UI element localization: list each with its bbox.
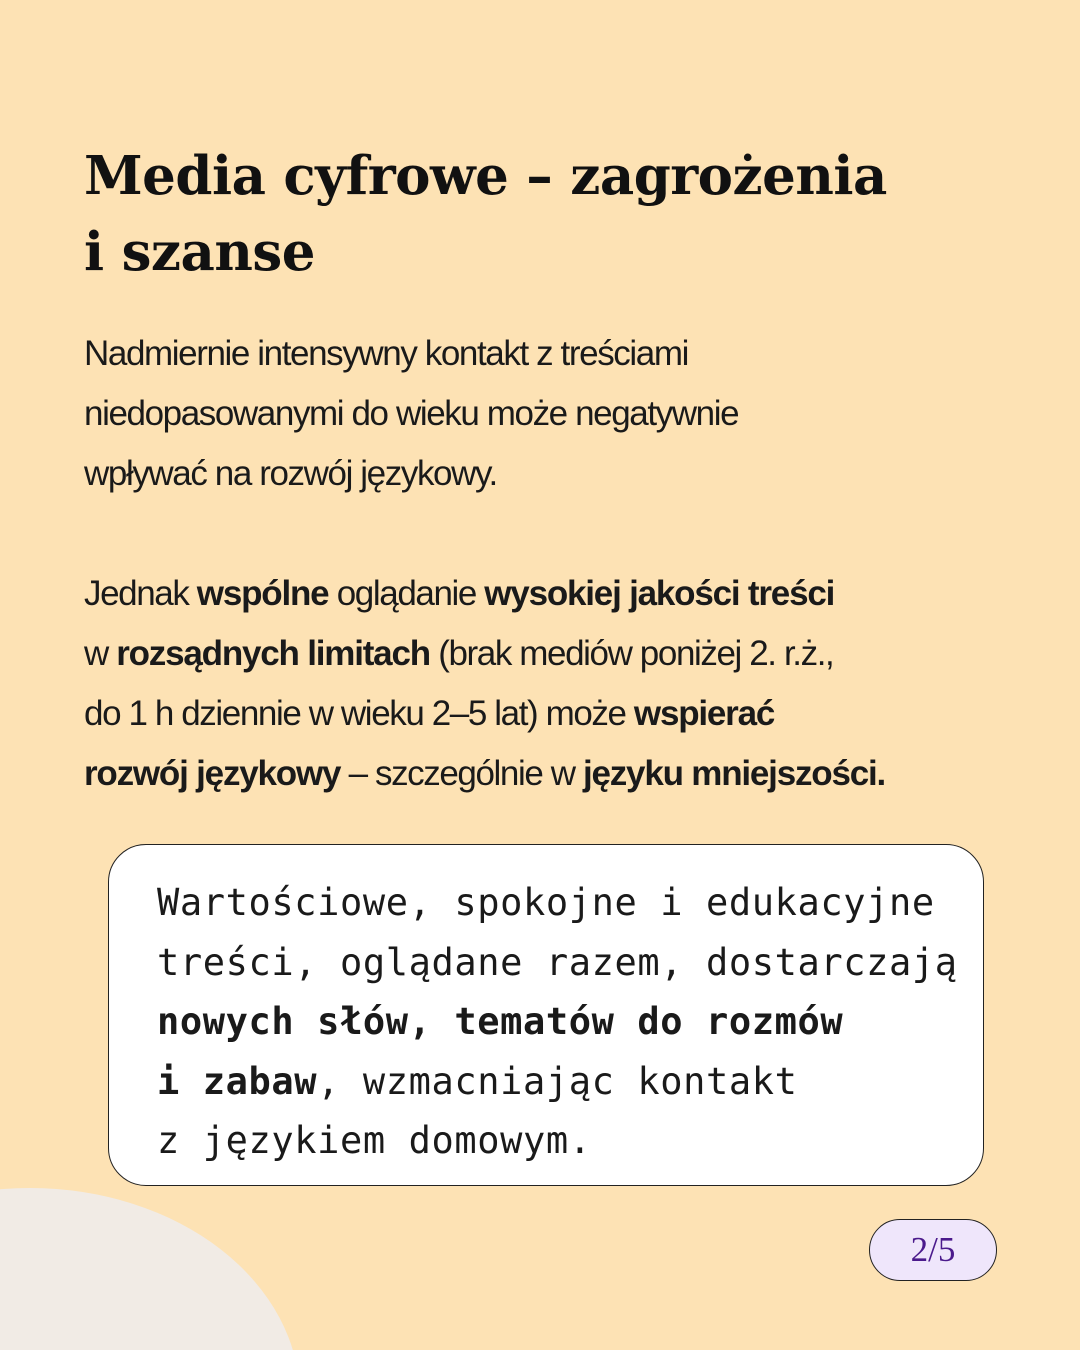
paragraph-risks: [84, 324, 1044, 504]
highlight-card-line-2: treści, oglądane razem, dostarczają: [157, 940, 958, 984]
title-line-2: i szanse: [84, 221, 315, 283]
highlight-card-line-5: z językiem domowym.: [157, 1119, 592, 1162]
emphasis: i zabaw: [157, 1059, 318, 1103]
emphasis: nowych słów, tematów do rozmów: [157, 1000, 844, 1043]
emphasis: wspólne: [196, 574, 329, 613]
highlight-card-line-4: [157, 1052, 983, 1112]
emphasis: języku mniejszości.: [582, 754, 886, 793]
paragraph-opportunities: [84, 564, 1044, 804]
decorative-blob: [0, 1188, 300, 1350]
paragraph-risks-line-3: wpływać na rozwój językowy.: [84, 454, 497, 493]
text: – szczególnie w: [340, 754, 583, 793]
text: (brak mediów poniżej 2. r.ż.,: [429, 634, 834, 673]
text: Jednak: [84, 574, 197, 613]
emphasis: wysokiej jakości treści: [484, 574, 835, 613]
paragraph-opportunities-line-3: [84, 684, 1044, 744]
emphasis: rozwój językowy: [84, 754, 341, 793]
highlight-card-line-1: Wartościowe, spokojne i edukacyjne: [157, 881, 935, 924]
paragraph-opportunities-line-2: [84, 624, 1044, 684]
title-line-1: Media cyfrowe – zagrożenia: [84, 145, 887, 207]
highlight-card-line-3: [157, 992, 983, 1052]
page-title: [84, 138, 984, 290]
highlight-card: [108, 844, 984, 1186]
page-indicator: 2/5: [869, 1219, 997, 1281]
highlight-card-text: [157, 873, 983, 1171]
emphasis: wspierać: [633, 694, 775, 733]
text: , wzmacniając kontakt: [317, 1059, 798, 1103]
text: oglądanie: [328, 574, 485, 613]
text: w: [84, 634, 117, 673]
paragraph-opportunities-line-4: [84, 744, 1044, 804]
emphasis: rozsądnych limitach: [116, 634, 430, 673]
paragraph-risks-line-2: niedopasowanymi do wieku może negatywnie: [84, 394, 739, 433]
text: do 1 h dziennie w wieku 2–5 lat) może: [84, 694, 634, 733]
paragraph-risks-line-1: Nadmiernie intensywny kontakt z treściami: [84, 334, 688, 373]
paragraph-opportunities-line-1: [84, 564, 1044, 624]
